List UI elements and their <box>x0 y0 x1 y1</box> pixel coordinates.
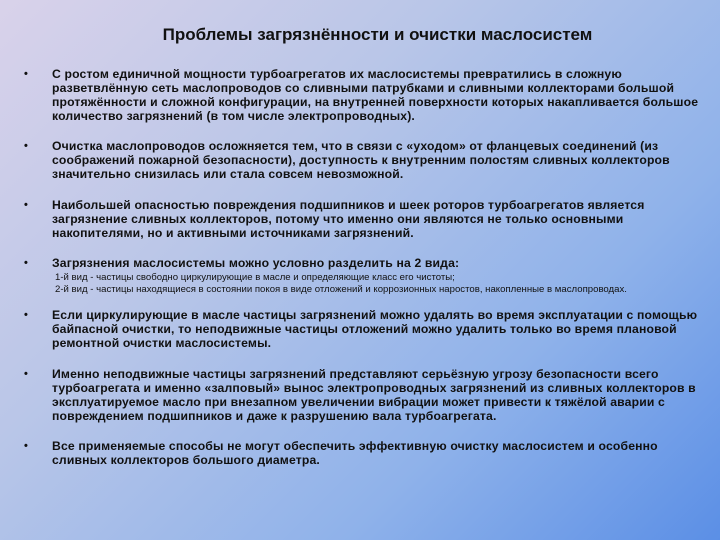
bullet-icon: • <box>24 140 29 152</box>
bullet-item <box>24 139 714 181</box>
bullet-icon: • <box>24 440 29 452</box>
sub-item: 2-й вид - частицы находящиеся в состоянии покоя в виде отложений и коррозионных наростов, накопленные в маслопроводах. <box>55 283 627 295</box>
bullet-list <box>24 67 714 467</box>
bullet-text: Очистка маслопроводов осложняется тем, что в связи с «уходом» от фланцевых соединений (из соображений пожарной безопасности), доступность к внутренним полостям сливных коллекторов значительно снизилась или стала совсем невозможной. <box>52 139 670 181</box>
bullet-text: С ростом единичной мощности турбоагрегатов их маслосистемы превратились в сложную разветвлённую сеть маслопроводов со сливными патрубками и сливными коллекторами большой протяжённости и сложной конфигурации, на внутренней поверхности которых накапливается большое количество загрязнений (в том числе электропроводных). <box>52 67 699 123</box>
bullet-text: Все применяемые способы не могут обеспечить эффективную очистку маслосистем и особенно сливных коллекторов большого диаметра. <box>52 439 658 467</box>
bullet-icon: • <box>24 257 29 269</box>
bullet-item <box>24 198 714 240</box>
bullet-item <box>24 367 714 423</box>
bullet-text: Если циркулирующие в масле частицы загрязнений можно удалять во время эксплуатации с помощью байпасной очистки, то неподвижные частицы отложений можно удалить только во время плановой ремонтной очистки маслосистемы. <box>52 308 698 350</box>
bullet-icon: • <box>24 199 29 211</box>
bullet-item <box>24 308 714 350</box>
bullet-icon: • <box>24 68 29 80</box>
bullet-icon: • <box>24 368 29 380</box>
slide-title: Проблемы загрязнённости и очистки маслосистем <box>162 25 593 44</box>
sub-item: 1-й вид - частицы свободно циркулирующие в масле и определяющие класс его чистоты; <box>55 272 455 283</box>
bullet-text: Загрязнения маслосистемы можно условно разделить на 2 вида: <box>52 256 460 270</box>
sub-list <box>52 272 714 295</box>
bullet-text: Именно неподвижные частицы загрязнений представляют серьёзную угрозу безопасности всего турбоагрегата и именно «залповый» вынос электропроводных загрязнений из сливных коллекторов в эксплуатируемое масло при внезапном увеличении вибрации может привести к тяжёлой аварии с повреждением подшипников и даже к разрушению вала турбоагрегата. <box>52 367 696 423</box>
bullet-icon: • <box>24 309 29 321</box>
bullet-item <box>24 67 714 123</box>
bullet-item <box>24 439 714 467</box>
bullet-text: Наибольшей опасностью повреждения подшипников и шеек роторов турбоагрегатов является загрязнение сливных коллекторов, потому что именно они являются не только основными накопителями, но и активными источниками загрязнений. <box>52 198 645 240</box>
bullet-item <box>24 256 714 295</box>
